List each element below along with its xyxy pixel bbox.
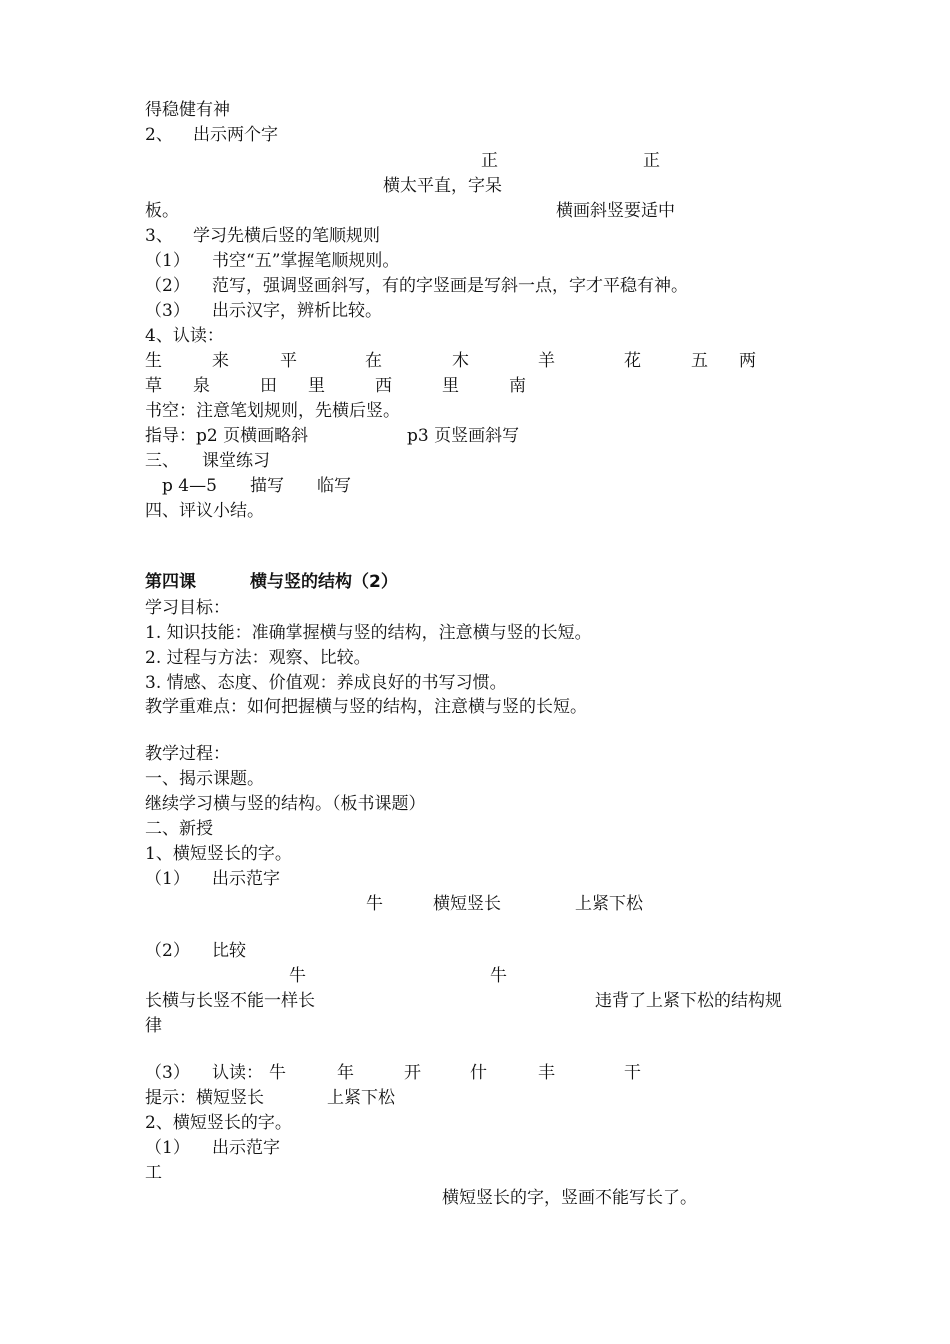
- note-text: 违背了上紧下松的结构规: [595, 991, 782, 1011]
- sub-text: 认读：: [212, 1063, 263, 1083]
- example-char: 牛: [289, 966, 306, 986]
- sub-text: 出示范字: [212, 869, 280, 889]
- sub-number: （1）: [145, 251, 190, 271]
- read-char: 西: [375, 376, 392, 396]
- example-char: 正: [481, 151, 498, 171]
- read-char: 开: [404, 1063, 421, 1083]
- sub-number: （2）: [145, 276, 190, 296]
- sub-number: （1）: [145, 1138, 190, 1158]
- read-char: 牛: [269, 1063, 286, 1083]
- text-line: 上紧下松: [327, 1088, 395, 1108]
- text-line: 得稳健有神: [145, 100, 230, 120]
- sub-number: （3）: [145, 301, 190, 321]
- text-line: p 4—5: [162, 476, 217, 496]
- note-text: 横短竖长: [433, 894, 501, 914]
- sub-text: 书空“五”掌握笔顺规则。: [212, 251, 400, 271]
- example-char: 牛: [490, 966, 507, 986]
- text-line: 3. 情感、态度、价值观：养成良好的书写习惯。: [145, 673, 507, 693]
- text-line: 教学重难点：如何把握横与竖的结构，注意横与竖的长短。: [145, 697, 587, 717]
- read-char: 年: [337, 1063, 354, 1083]
- item-number: 2、: [145, 125, 173, 145]
- read-char: 木: [452, 351, 469, 371]
- note-text: 横画斜竖要适中: [556, 201, 675, 221]
- sub-number: （3）: [145, 1063, 190, 1083]
- text-line: 2. 过程与方法：观察、比较。: [145, 648, 371, 668]
- example-char: 工: [145, 1163, 162, 1183]
- note-text: 横短竖长的字，竖画不能写长了。: [442, 1188, 697, 1208]
- text-line: 二、新授: [145, 819, 213, 839]
- read-char: 什: [470, 1063, 487, 1083]
- text-line: 教学过程：: [145, 744, 230, 764]
- item-text: 出示两个字: [193, 125, 278, 145]
- note-text: 上紧下松: [575, 894, 643, 914]
- read-char: 南: [509, 376, 526, 396]
- item-text: 4、认读：: [145, 326, 224, 346]
- read-char: 两: [739, 351, 756, 371]
- text-line: 描写: [250, 476, 284, 496]
- item-number: 3、: [145, 226, 173, 246]
- read-char: 丰: [538, 1063, 555, 1083]
- text-line: 一、揭示课题。: [145, 769, 264, 789]
- text-line: p3 页竖画斜写: [407, 426, 520, 446]
- text-line: 1. 知识技能：准确掌握横与竖的结构，注意横与竖的长短。: [145, 623, 592, 643]
- read-char: 泉: [193, 376, 210, 396]
- example-char: 正: [643, 151, 660, 171]
- read-char: 来: [212, 351, 229, 371]
- text-line: 2、横短竖长的字。: [145, 1113, 292, 1133]
- read-char: 草: [145, 376, 162, 396]
- sub-text: 出示汉字，辨析比较。: [212, 301, 382, 321]
- lesson-title: 第四课: [145, 572, 196, 592]
- read-char: 干: [624, 1063, 641, 1083]
- text-line: 学习目标：: [145, 598, 230, 618]
- read-char: 羊: [538, 351, 555, 371]
- note-text: 律: [145, 1016, 162, 1036]
- lesson-subtitle: 横与竖的结构（2）: [250, 572, 398, 592]
- read-char: 平: [280, 351, 297, 371]
- section-text: 四、评议小结。: [145, 501, 264, 521]
- example-char: 牛: [366, 894, 383, 914]
- note-text: 横太平直，字呆: [383, 176, 502, 196]
- section-text: 课堂练习: [202, 451, 270, 471]
- section-number: 三、: [145, 451, 179, 471]
- text-line: 临写: [317, 476, 351, 496]
- item-text: 学习先横后竖的笔顺规则: [193, 226, 380, 246]
- sub-text: 比较: [212, 941, 246, 961]
- read-char: 里: [442, 376, 459, 396]
- text-line: 继续学习横与竖的结构。（板书课题）: [145, 794, 426, 814]
- read-char: 五: [691, 351, 708, 371]
- note-text: 板。: [145, 201, 179, 221]
- sub-number: （1）: [145, 869, 190, 889]
- read-char: 花: [624, 351, 641, 371]
- text-line: 1、横短竖长的字。: [145, 844, 292, 864]
- read-char: 田: [260, 376, 277, 396]
- text-line: 书空：注意笔划规则，先横后竖。: [145, 401, 400, 421]
- sub-text: 范写，强调竖画斜写，有的字竖画是写斜一点，字才平稳有神。: [212, 276, 688, 296]
- sub-number: （2）: [145, 941, 190, 961]
- text-line: 提示：横短竖长: [145, 1088, 264, 1108]
- read-char: 在: [365, 351, 382, 371]
- note-text: 长横与长竖不能一样长: [145, 991, 315, 1011]
- read-char: 生: [145, 351, 162, 371]
- text-line: 指导：p2 页横画略斜: [145, 426, 309, 446]
- sub-text: 出示范字: [212, 1138, 280, 1158]
- read-char: 里: [308, 376, 325, 396]
